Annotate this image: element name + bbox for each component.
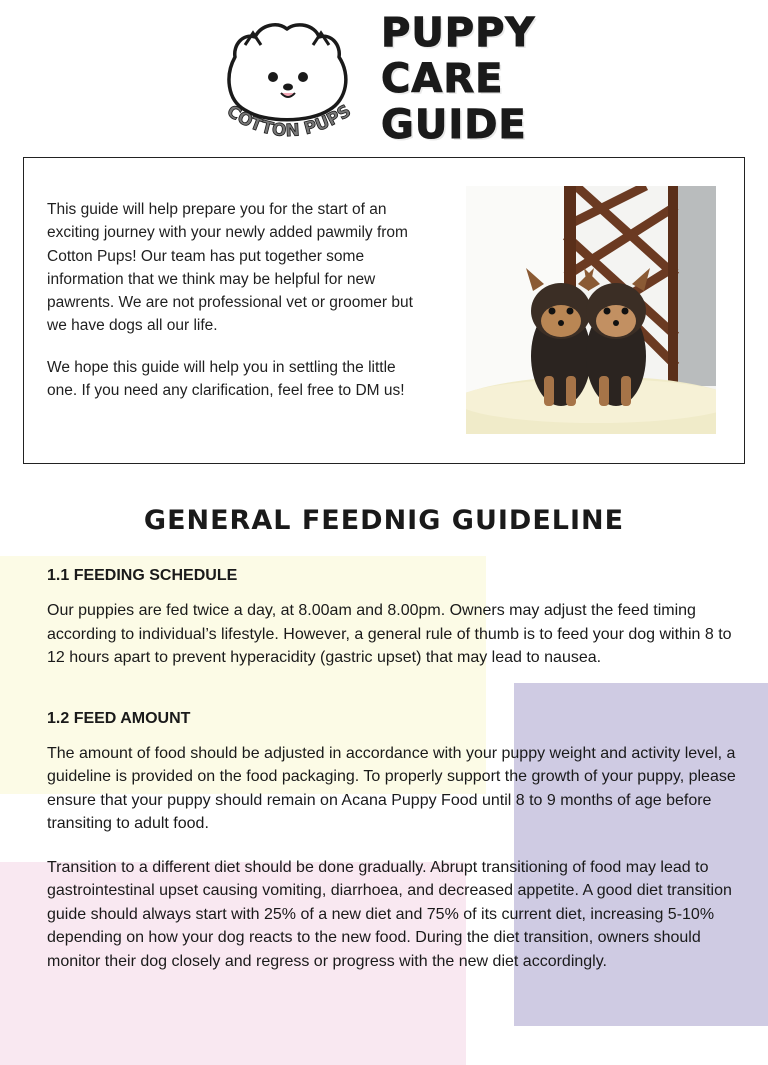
- feed-amount-text-2: Transition to a different diet should be done gradually. Abrupt transitioning of food may lead to gastrointestinal upset causing vomiting, diarrhoea, and decreased appetite. A good diet transition guide should always start with 25% of a new diet and 75% of its current diet, increasing 5-10% depending on how your dog reacts to the new food. During the diet transition, owners should monitor their dog closely and regress or progress with the new diet accordingly.: [47, 858, 732, 970]
- logo-text: COTTON PUPS: [222, 101, 355, 142]
- title-line-puppy: PUPPY: [381, 10, 536, 56]
- feeding-schedule-text: Our puppies are fed twice a day, at 8.00am and 8.00pm. Owners may adjust the feed timing according to individual’s lifestyle. However, a general rule of thumb is to feed your dog within 8 to 12 hours apart to prevent hyperacidity (gastric upset) that may lead to nausea.: [47, 602, 732, 666]
- feed-amount-heading: 1.2 FEED AMOUNT: [47, 709, 191, 727]
- page-title: [381, 10, 535, 148]
- intro-box: [23, 157, 745, 464]
- puppies-photo: [466, 186, 716, 434]
- feeding-content: [47, 567, 747, 993]
- section-heading: GENERAL FEEDNIG GUIDELINE: [143, 505, 625, 536]
- feed-amount-text-1: The amount of food should be adjusted in accordance with your puppy weight and activity level, a guideline is provided on the food packaging. To properly support the growth of your puppy, please ensure that your puppy should remain on Acana Puppy Food until 8 to 9 months of age before transiting to adult food.: [47, 744, 736, 832]
- cotton-pups-logo: [205, 15, 370, 155]
- intro-text: [47, 198, 427, 420]
- feeding-schedule-heading: 1.1 FEEDING SCHEDULE: [47, 567, 238, 584]
- intro-paragraph-1: This guide will help prepare you for the start of an exciting journey with your newly added pawmily from Cotton Pups! Our team has put together some information that we think may be helpful for new pawrents. We are not professional vet or groomer but we have dogs all our life.: [47, 201, 413, 335]
- title-line-guide: GUIDE: [381, 102, 527, 148]
- intro-paragraph-2: We hope this guide will help you in settling the little one. If you need any clarification, feel free to DM us!: [47, 358, 405, 400]
- title-line-care: CARE: [381, 56, 504, 102]
